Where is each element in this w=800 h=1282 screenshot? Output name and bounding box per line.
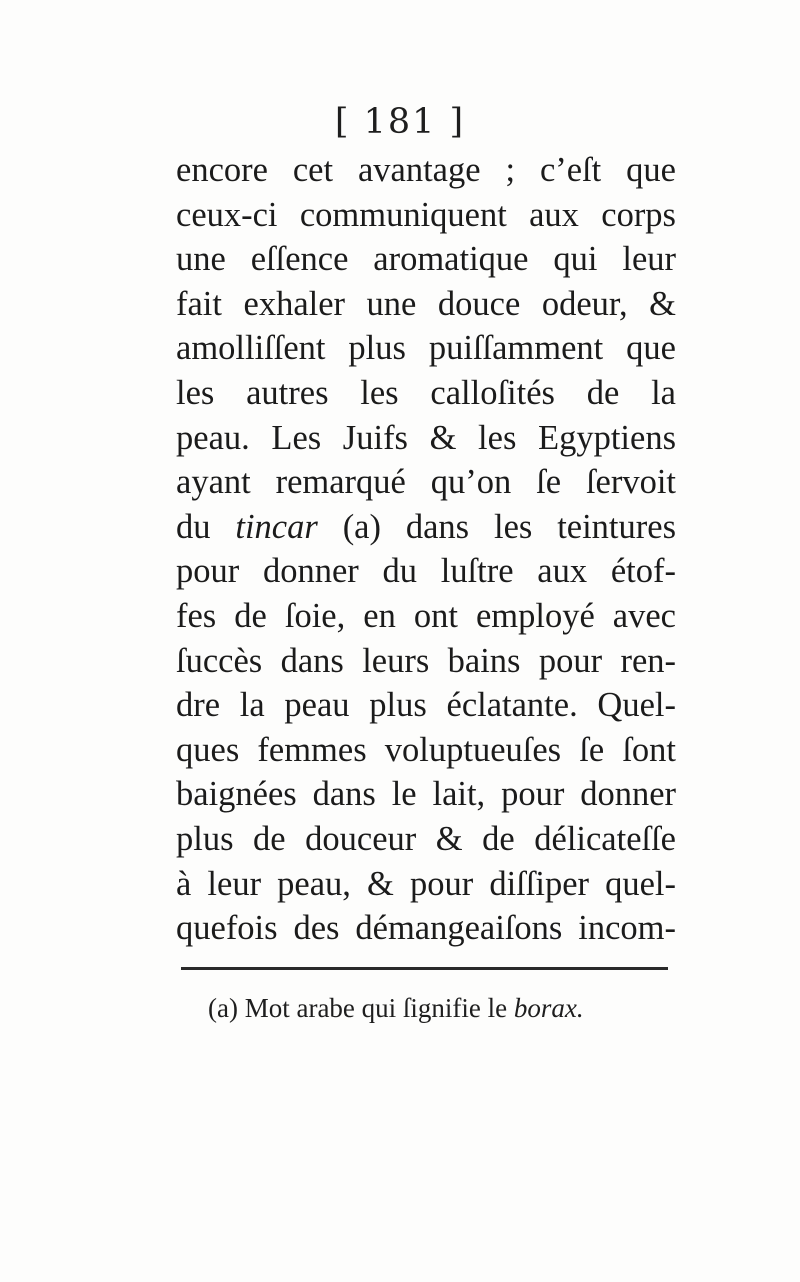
text-line: les autres les calloſités de la xyxy=(176,373,676,412)
text-line: pour donner du luſtre aux étof- xyxy=(176,552,676,591)
body-text xyxy=(176,148,676,951)
text-line xyxy=(176,505,676,550)
text-line: dre la peau plus éclatante. Quel- xyxy=(176,686,676,725)
italic-term: tincar xyxy=(235,507,318,546)
footnote-italic-term: borax. xyxy=(513,993,584,1023)
footnote xyxy=(208,993,584,1024)
text-line: amolliſſent plus puiſſamment que xyxy=(176,329,676,368)
text-segment: (a) dans les teintures xyxy=(317,507,676,546)
text-line: encore cet avantage ; c’eſt que xyxy=(176,151,676,189)
text-line: une eſſence aromatique qui leur xyxy=(176,240,676,279)
text-line: quefois des démangeaiſons incom- xyxy=(176,909,676,948)
text-line: ceux-ci communiquent aux corps xyxy=(176,195,676,234)
text-line: plus de douceur & de délicateſſe xyxy=(176,819,676,858)
footnote-text: Mot arabe qui ſignifie le xyxy=(237,993,514,1023)
text-line: baignées dans le lait, pour donner xyxy=(176,775,676,814)
text-line: peau. Les Juifs & les Egyptiens xyxy=(176,418,676,457)
text-line: à leur peau, & pour diſſiper quel- xyxy=(176,864,676,903)
footnote-marker: (a) xyxy=(208,993,238,1023)
text-line: ayant remarqué qu’on ſe ſervoit xyxy=(176,463,676,502)
text-line: ques femmes voluptueuſes ſe ſont xyxy=(176,730,676,769)
page-number: [ 181 ] xyxy=(334,102,466,142)
text-segment: du xyxy=(176,507,236,546)
text-line: fes de ſoie, en ont employé avec xyxy=(176,596,676,635)
footnote-rule xyxy=(181,967,668,970)
text-line: fait exhaler une douce odeur, & xyxy=(176,284,676,323)
text-line: ſuccès dans leurs bains pour ren- xyxy=(176,641,676,680)
